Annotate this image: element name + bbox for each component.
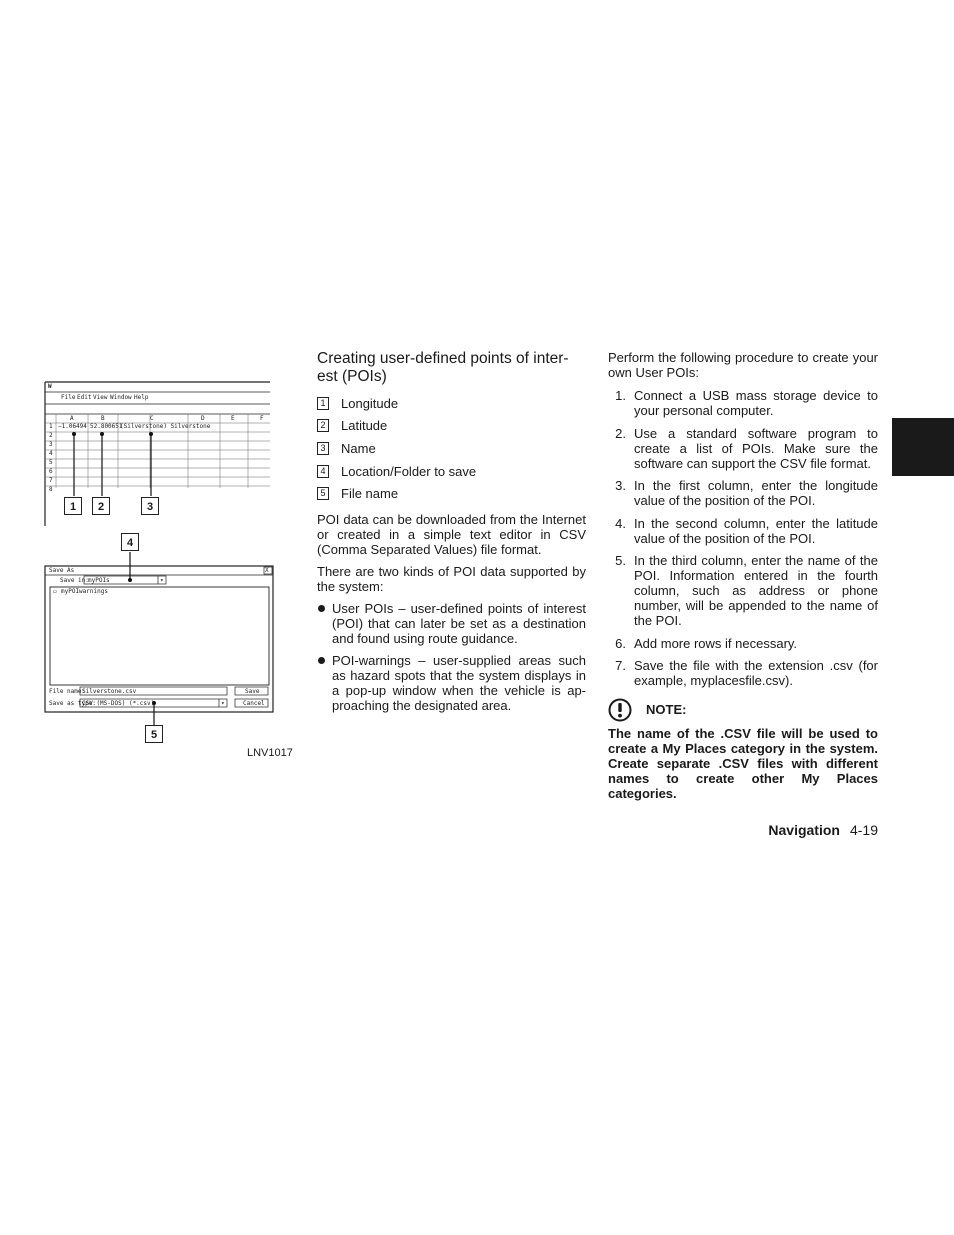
paragraph-kinds: There are two kinds of POI data supported by the system: (317, 563, 586, 594)
file-name-input[interactable]: Silverstone.csv (82, 688, 137, 695)
row-number: 2 (49, 432, 53, 439)
paragraph-csv: POI data can be downloaded from the Internet or created in a simple text editor in CSV (Comma Separated Values) file format. (317, 511, 586, 557)
menu-view[interactable]: View (93, 394, 108, 401)
step-item (608, 658, 878, 688)
row-number: 4 (49, 450, 53, 457)
legend-text: Latitude (341, 418, 388, 434)
figure-label: LNV1017 (247, 747, 293, 759)
step-text: Add more rows if necessary. (634, 635, 798, 651)
step-item (608, 516, 878, 546)
step-item (608, 426, 878, 471)
column-header-c[interactable]: C (150, 415, 154, 422)
legend-number-box: 4 (317, 465, 329, 478)
legend-text: File name (341, 486, 399, 502)
menu-edit[interactable]: Edit (77, 394, 92, 401)
legend-item (317, 437, 586, 460)
procedure-intro: Perform the following procedure to create your own User POIs: (608, 350, 878, 380)
step-number: 5. (615, 553, 626, 568)
column-header-d[interactable]: D (201, 415, 205, 422)
save-type-label: Save as type: (49, 700, 96, 707)
step-number: 7. (615, 658, 626, 673)
menu-file[interactable]: File (61, 394, 76, 401)
save-type-select[interactable]: CSV (MS-DOS) (*.csv) (82, 700, 155, 707)
file-name-label: File name: (49, 688, 86, 695)
column-header-b[interactable]: B (101, 415, 105, 422)
row-number: 1 (49, 423, 53, 430)
folder-icon: ▭ (53, 588, 57, 595)
chevron-down-icon[interactable]: ▾ (221, 700, 225, 707)
legend-number-box: 1 (317, 397, 329, 410)
folder-item[interactable]: myPOIwarnings (61, 588, 108, 595)
step-item (608, 478, 878, 508)
column-header-e[interactable]: E (231, 415, 235, 422)
bullet-list (317, 601, 586, 713)
step-text: Connect a USB mass storage device to your personal computer. (634, 388, 878, 418)
save-in-label: Save in: (60, 577, 89, 584)
legend-number-box: 2 (317, 419, 329, 432)
note-title: NOTE: (646, 702, 687, 717)
column-header-a[interactable]: A (70, 415, 74, 422)
legend-text: Name (341, 440, 376, 456)
legend-item (317, 482, 586, 505)
step-item (608, 553, 878, 628)
callout-3: 3 (141, 497, 159, 515)
step-number: 4. (615, 515, 626, 531)
page-footer (768, 822, 878, 838)
callout-1: 1 (64, 497, 82, 515)
close-icon[interactable]: X (265, 567, 269, 574)
bullet-item-poi-warnings: POI-warnings – user-supplied areas such as hazard spots that the system displays in a pop-up window when the vehicle is ap-proaching the designated area. (317, 653, 586, 713)
section-heading: Creating user-defined points of inter-est (POIs) (317, 350, 569, 385)
legend-text: Location/Folder to save (341, 463, 477, 479)
middle-column (317, 350, 586, 720)
legend-text: Longitude (341, 395, 399, 411)
chapter-tab-marker (892, 418, 954, 476)
step-text: In the first column, enter the longitude value of the position of the POI. (634, 478, 878, 508)
column-header-f[interactable]: F (260, 415, 264, 422)
step-number: 2. (615, 425, 626, 441)
menu-window[interactable]: Window (110, 394, 132, 401)
cancel-button[interactable]: Cancel (243, 700, 265, 707)
step-text: Use a standard software program to create a list of POIs. Make sure the software can support the CSV file format. (634, 425, 878, 471)
legend-item (317, 460, 586, 483)
note-body: The name of the .CSV file will be used to create a My Places category in the system. Create separate .CSV files with different names to create other My Places categories. (608, 725, 878, 801)
step-number: 1. (615, 388, 626, 403)
row-number: 7 (49, 477, 53, 484)
legend-number-box: 5 (317, 487, 329, 500)
chevron-down-icon[interactable]: ▾ (160, 577, 164, 584)
poi-illustration (44, 380, 294, 770)
illustration-lines (44, 380, 294, 770)
app-icon: W (48, 383, 52, 390)
row-number: 6 (49, 468, 53, 475)
menu-help[interactable]: Help (134, 394, 149, 401)
step-text: In the third column, enter the name of the POI. Information entered in the fourth column, such as address or phone number, will be appended to the name of the POI. (634, 553, 878, 628)
step-text: In the second column, enter the latitude value of the position of the POI. (634, 515, 878, 546)
callout-4: 4 (121, 533, 139, 551)
callout-2: 2 (92, 497, 110, 515)
cell-b1-latitude[interactable]: 52.800651 (90, 423, 123, 430)
row-number: 8 (49, 486, 53, 493)
row-number: 5 (49, 459, 53, 466)
step-number: 6. (615, 635, 626, 651)
footer-section: Navigation (768, 822, 840, 838)
step-item (608, 636, 878, 651)
bullet-item-user-pois: User POIs – user-defined points of interest (POI) that can later be set as a destination and found using route guidance. (317, 601, 586, 646)
right-column (608, 350, 878, 801)
callout-5: 5 (145, 725, 163, 743)
dialog-title: Save As (49, 567, 75, 574)
save-in-select[interactable]: myPOIs (88, 577, 110, 584)
legend-item (317, 415, 586, 438)
save-button[interactable]: Save (245, 688, 260, 695)
note-header (608, 696, 878, 724)
cell-c1-name[interactable]: (Silverstone) Silverstone (120, 423, 211, 430)
step-number: 3. (615, 478, 626, 493)
legend-number-box: 3 (317, 442, 329, 455)
cell-a1-longitude[interactable]: −1.06494 (58, 423, 87, 430)
legend-item (317, 392, 586, 415)
row-number: 3 (49, 441, 53, 448)
step-text: Save the file with the extension .csv (for example, myplacesfile.csv). (634, 658, 878, 688)
page-number: 4-19 (849, 822, 878, 838)
exclamation-icon (608, 698, 632, 722)
step-item (608, 388, 878, 418)
procedure-steps (608, 388, 878, 688)
